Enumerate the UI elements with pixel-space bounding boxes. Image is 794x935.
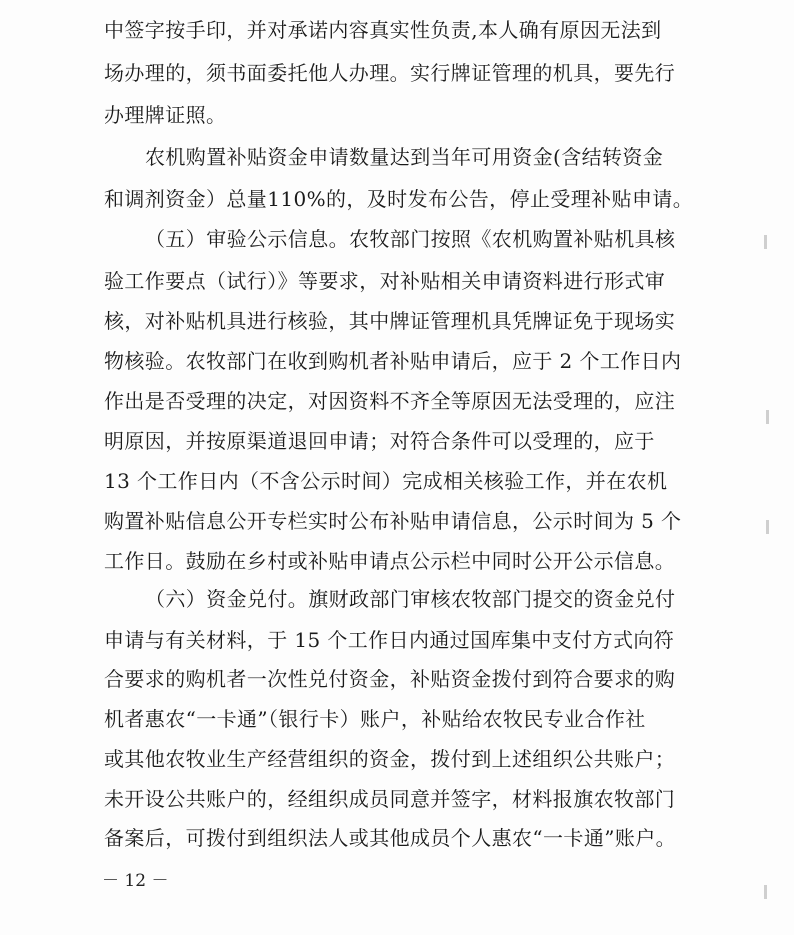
scan-artifact bbox=[764, 235, 767, 249]
scan-artifact bbox=[766, 410, 769, 424]
text-line-16: 申请与有关材料，于 15 个工作日内通过国库集中支付方式向符 bbox=[104, 628, 675, 652]
text-line-8: 核，对补贴机具进行核验，其中牌证管理机具凭牌证免于现场实 bbox=[104, 309, 676, 333]
text-line-14: 工作日。鼓励在乡村或补贴申请点公示栏中同时公开公示信息。 bbox=[104, 549, 676, 573]
scan-artifact bbox=[764, 885, 767, 899]
text-line-13: 购置补贴信息公开专栏实时公布补贴申请信息，公示时间为 5 个 bbox=[104, 509, 682, 533]
text-line-19: 或其他农牧业生产经营组织的资金，拨付到上述组织公共账户； bbox=[104, 747, 676, 771]
text-line-17: 合要求的购机者一次性兑付资金，补贴资金拨付到符合要求的购 bbox=[104, 667, 676, 691]
text-line-21: 备案后，可拨付到组织法人或其他成员个人惠农“一卡通”账户。 bbox=[104, 826, 677, 850]
scan-artifact bbox=[766, 520, 769, 534]
text-line-4: 农机购置补贴资金申请数量达到当年可用资金(含结转资金 bbox=[145, 145, 664, 169]
text-line-9: 物核验。农牧部门在收到购机者补贴申请后，应于 2 个工作日内 bbox=[104, 349, 682, 373]
text-line-20: 未开设公共账户的，经组织成员同意并签字，材料报旗农牧部门 bbox=[104, 787, 676, 811]
text-line-18: 机者惠农“一卡通”（银行卡）账户，补贴给农牧民专业合作社 bbox=[104, 707, 646, 731]
text-line-10: 作出是否受理的决定，对因资料不齐全等原因无法受理的，应注 bbox=[104, 389, 676, 413]
text-line-2: 场办理的，须书面委托他人办理。实行牌证管理的机具，要先行 bbox=[104, 61, 676, 85]
text-line-5: 和调剂资金）总量110%的，及时发布公告，停止受理补贴申请。 bbox=[104, 187, 694, 211]
section-heading-6: （六）资金兑付。旗财政部门审核农牧部门提交的资金兑付 bbox=[145, 587, 676, 611]
text-line-12: 13 个工作日内（不含公示时间）完成相关核验工作，并在农机 bbox=[104, 469, 668, 493]
text-line-7: 验工作要点（试行）》等要求，对补贴相关申请资料进行形式审 bbox=[104, 269, 666, 293]
text-line-11: 明原因，并按原渠道退回申请；对符合条件可以受理的，应于 bbox=[104, 429, 655, 453]
text-line-3: 办理牌证照。 bbox=[104, 103, 227, 127]
text-line-1: 中签字按手印，并对承诺内容真实性负责,本人确有原因无法到 bbox=[104, 18, 662, 42]
page-number: － 12 － bbox=[102, 871, 169, 891]
section-heading-5: （五）审验公示信息。农牧部门按照《农机购置补贴机具核 bbox=[145, 227, 676, 251]
